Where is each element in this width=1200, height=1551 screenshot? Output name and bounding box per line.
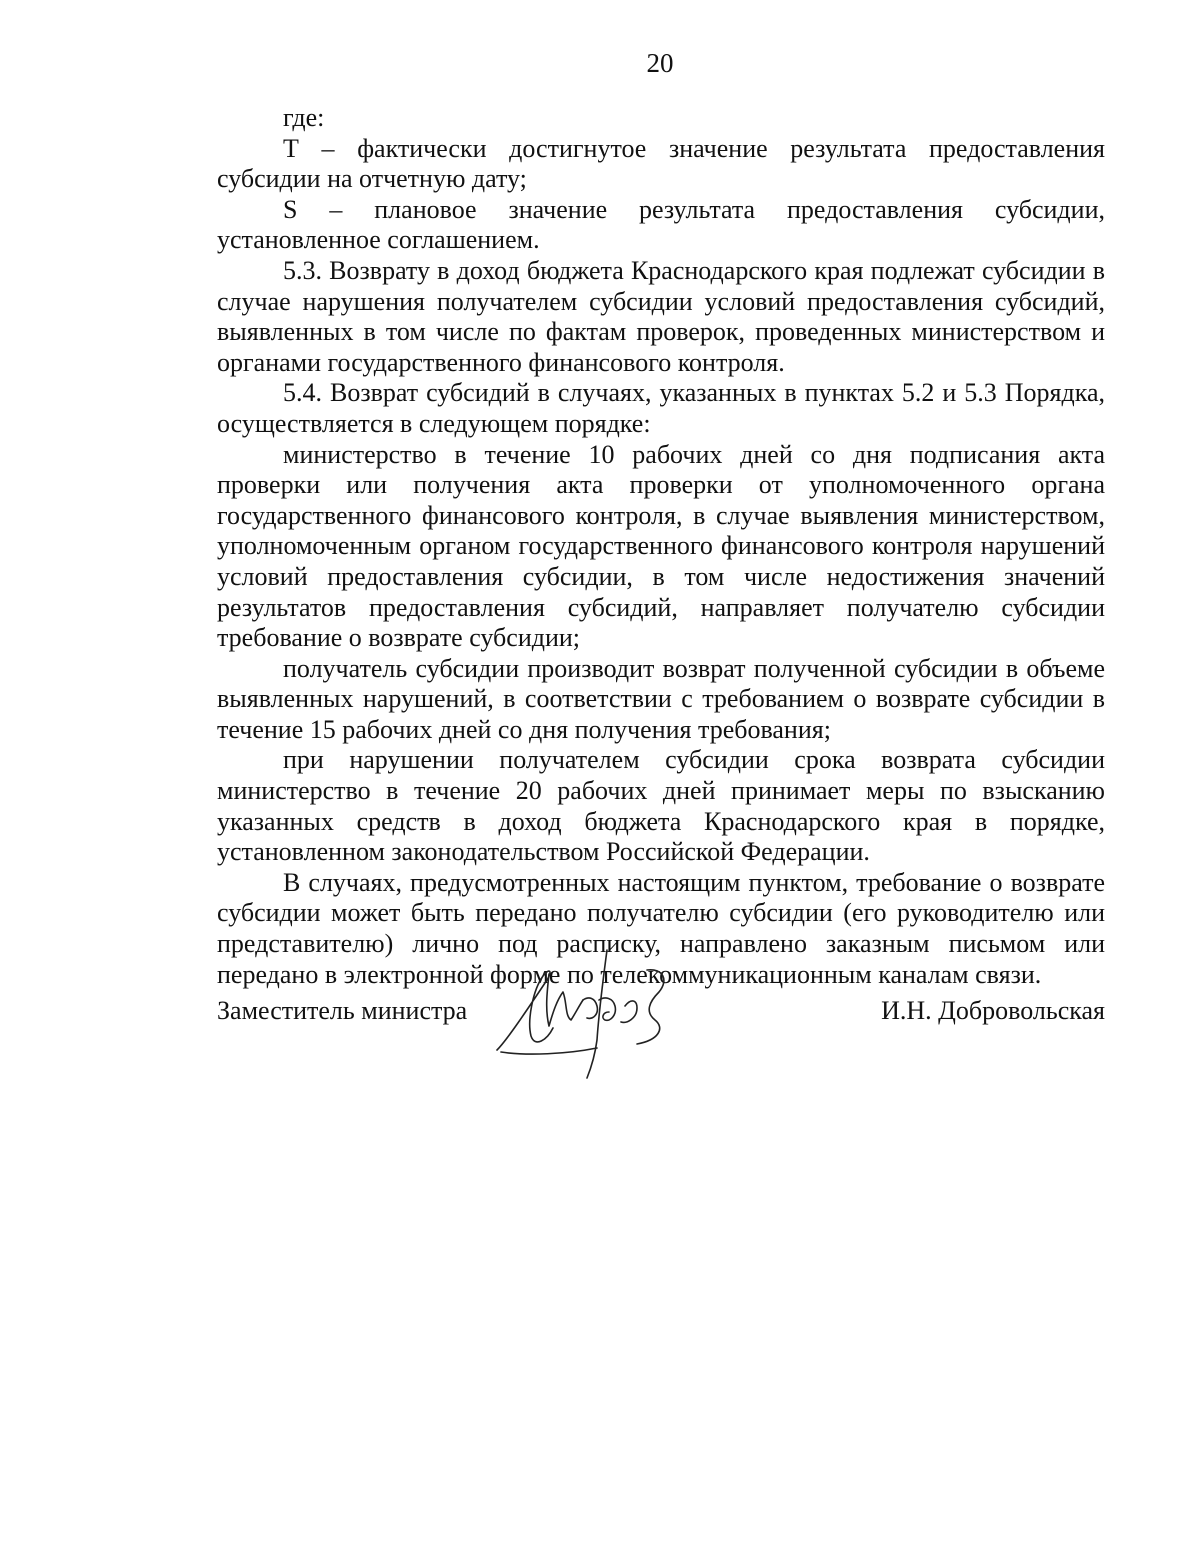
paragraph-recipient-return: получатель субсидии производит возврат полученной субсидии в объеме выявленных нарушений, в соответствии с требованием о возврате субсидии в течение 15 рабочих дней со дня получения требования; [217,653,1105,744]
signatory-position: Заместитель министра [217,996,468,1025]
paragraph-5-3: 5.3. Возврату в доход бюджета Краснодарского края подлежат субсидии в случае нарушения получателем субсидии условий предоставления субсидий, выявленных в том числе по фактам проверок, проведенных министерством и органами государственного финансового контроля. [217,255,1105,377]
paragraph-5-4: 5.4. Возврат субсидий в случаях, указанных в пунктах 5.2 и 5.3 Порядка, осуществляется в следующем порядке: [217,378,1105,438]
paragraph-violation-measures: при нарушении получателем субсидии срока возврата субсидии министерство в течение 20 рабочих дней принимает меры по взысканию указанных средств в доход бюджета Краснодарского края в порядке, установленном законодательством Российской Федерации. [217,745,1105,867]
signatory-name: И.Н. Добровольская [881,996,1105,1025]
document-body [217,103,1105,990]
paragraph-delivery-methods: В случаях, предусмотренных настоящим пунктом, требование о возврате субсидии может быть передано получателю субсидии (его руководителю или представителю) лично под расписку, направлено заказным письмом или передано в электронной форме по телекоммуникационным каналам связи. [217,867,1105,989]
handwritten-signature-icon [487,940,677,1080]
paragraph-where: где: [283,103,325,132]
page-number: 20 [646,48,674,78]
paragraph-s-definition: S – плановое значение результата предоставления субсидии, установленное соглашением. [217,194,1105,255]
paragraph-ministry-procedure: министерство в течение 10 рабочих дней со дня подписания акта проверки или получения акта проверки от уполномоченного органа государственного финансового контроля, в случае выявления министерством, уполномоченным органом государственного финансового контроля нарушений условий предоставления субсидии, в том числе недостижения значений результатов предоставления субсидий, направляет получателю субсидии требование о возврате субсидии; [217,439,1105,653]
paragraph-t-definition: Т – фактически достигнутое значение результата предоставления субсидии на отчетную дату; [217,133,1105,194]
